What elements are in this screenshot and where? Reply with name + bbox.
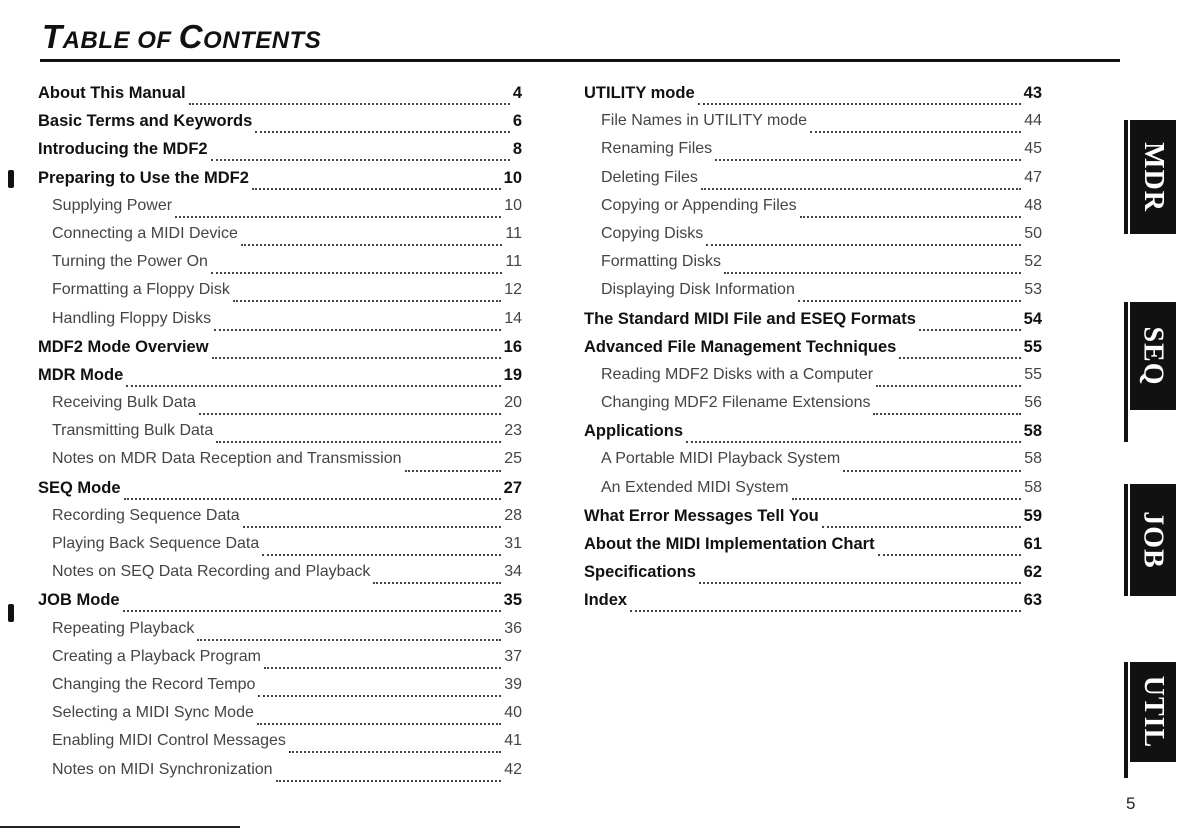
dot-leader xyxy=(698,103,1021,105)
dot-leader xyxy=(243,526,502,528)
toc-entry-label: Turning the Power On xyxy=(52,253,208,271)
toc-entry-page: 12 xyxy=(504,281,522,299)
dot-leader xyxy=(126,385,500,387)
toc-entry[interactable] xyxy=(584,338,1042,366)
dot-leader xyxy=(373,582,501,584)
toc-entry[interactable] xyxy=(38,84,522,112)
toc-entry-page: 14 xyxy=(504,309,522,327)
dot-leader xyxy=(715,159,1021,161)
toc-entry-page: 39 xyxy=(504,675,522,693)
section-tab-job[interactable]: JOB xyxy=(1130,484,1176,596)
toc-entry[interactable] xyxy=(38,169,522,197)
toc-entry-label: Changing the Record Tempo xyxy=(52,675,256,693)
toc-entry-label: The Standard MIDI File and ESEQ Formats xyxy=(584,309,916,328)
toc-entry-label: Specifications xyxy=(584,563,696,582)
toc-entry-label: Repeating Playback xyxy=(52,619,195,637)
toc-entry-label: Formatting a Floppy Disk xyxy=(52,281,230,299)
dot-leader xyxy=(878,554,1021,556)
dot-leader xyxy=(262,554,501,556)
toc-entry[interactable] xyxy=(38,394,522,422)
toc-entry-label: Enabling MIDI Control Messages xyxy=(52,732,286,750)
dot-leader xyxy=(699,582,1021,584)
toc-entry-label: Formatting Disks xyxy=(601,253,722,271)
toc-entry[interactable] xyxy=(584,507,1042,535)
dot-leader xyxy=(199,413,501,415)
toc-entry[interactable] xyxy=(584,253,1042,281)
dot-leader xyxy=(822,526,1021,528)
tab-edge-util xyxy=(1124,662,1128,778)
toc-entry-label: SEQ Mode xyxy=(38,478,121,497)
toc-entry-label: Creating a Playback Program xyxy=(52,647,261,665)
toc-entry-page: 45 xyxy=(1024,140,1042,158)
toc-entry-page: 8 xyxy=(512,140,522,159)
toc-entry-label: Selecting a MIDI Sync Mode xyxy=(52,704,254,722)
toc-entry[interactable] xyxy=(38,761,522,789)
binding-mark xyxy=(8,604,14,622)
toc-entry-label: Renaming Files xyxy=(601,140,713,158)
toc-entry-page: 58 xyxy=(1023,422,1042,441)
dot-leader xyxy=(233,300,501,302)
dot-leader xyxy=(289,751,501,753)
dot-leader xyxy=(899,357,1020,359)
toc-entry[interactable] xyxy=(38,225,522,253)
section-tab-util[interactable]: UTIL xyxy=(1130,662,1176,762)
toc-entry-label: Copying or Appending Files xyxy=(601,196,797,214)
toc-entry-label: Copying Disks xyxy=(601,224,704,242)
toc-entry[interactable] xyxy=(584,281,1042,309)
toc-entry-label: Changing MDF2 Filename Extensions xyxy=(601,394,871,412)
toc-entry-label: Introducing the MDF2 xyxy=(38,140,208,159)
dot-leader xyxy=(792,498,1022,500)
dot-leader xyxy=(216,441,501,443)
tab-edge-mdr xyxy=(1124,120,1128,234)
toc-entry[interactable] xyxy=(38,479,522,507)
toc-entry[interactable] xyxy=(584,112,1042,140)
toc-entry-label: Notes on MDR Data Reception and Transmission xyxy=(52,450,402,468)
dot-leader xyxy=(214,329,501,331)
toc-entry-label: A Portable MIDI Playback System xyxy=(601,450,841,468)
dot-leader xyxy=(630,610,1021,612)
toc-entry-label: Receiving Bulk Data xyxy=(52,394,197,412)
toc-entry-page: 62 xyxy=(1023,563,1042,582)
toc-entry-label: Recording Sequence Data xyxy=(52,506,240,524)
toc-entry[interactable] xyxy=(584,479,1042,507)
toc-entry-page: 16 xyxy=(503,337,522,356)
toc-entry-page: 4 xyxy=(512,84,522,102)
toc-entry[interactable] xyxy=(38,591,522,619)
toc-entry-page: 55 xyxy=(1024,365,1042,383)
toc-entry[interactable] xyxy=(38,253,522,281)
toc-entry[interactable] xyxy=(38,535,522,563)
dot-leader xyxy=(257,723,501,725)
toc-entry[interactable] xyxy=(38,732,522,760)
toc-entry-label: Displaying Disk Information xyxy=(601,281,795,299)
toc-entry-page: 27 xyxy=(503,478,522,497)
toc-entry[interactable] xyxy=(38,648,522,676)
toc-entry-label: MDR Mode xyxy=(38,365,124,384)
toc-entry[interactable] xyxy=(584,535,1042,563)
toc-entry-label: Notes on MIDI Synchronization xyxy=(52,760,273,778)
toc-entry-page: 10 xyxy=(504,196,522,214)
toc-entry-page: 28 xyxy=(504,506,522,524)
toc-entry-label: An Extended MIDI System xyxy=(601,478,789,496)
toc-entry-label: Connecting a MIDI Device xyxy=(52,224,238,242)
toc-entry-page: 61 xyxy=(1023,535,1042,553)
dot-leader xyxy=(175,216,501,218)
section-tab-mdr[interactable]: MDR xyxy=(1130,120,1176,234)
dot-leader xyxy=(798,300,1021,302)
toc-entry[interactable] xyxy=(38,338,522,366)
toc-entry-page: 41 xyxy=(504,732,522,750)
dot-leader xyxy=(701,188,1021,190)
dot-leader xyxy=(241,244,503,246)
toc-entry-page: 47 xyxy=(1024,168,1042,186)
toc-entry-page: 25 xyxy=(504,450,522,468)
dot-leader xyxy=(873,413,1021,415)
toc-entry-page: 23 xyxy=(504,422,522,440)
toc-entry-page: 6 xyxy=(512,112,522,131)
toc-entry-page: 42 xyxy=(504,760,522,778)
toc-left-column xyxy=(38,84,522,789)
toc-entry-page: 54 xyxy=(1023,309,1042,328)
toc-entry-page: 63 xyxy=(1023,591,1042,610)
toc-entry[interactable] xyxy=(38,366,522,394)
toc-entry[interactable] xyxy=(38,422,522,450)
dot-leader xyxy=(276,780,502,782)
toc-entry-page: 58 xyxy=(1024,478,1042,496)
toc-entry-page: 37 xyxy=(504,647,522,665)
toc-entry[interactable] xyxy=(38,676,522,704)
dot-leader xyxy=(810,131,1021,133)
bottom-rule xyxy=(0,826,240,828)
toc-entry-label: Reading MDF2 Disks with a Computer xyxy=(601,365,874,383)
dot-leader xyxy=(212,357,501,359)
toc-entry-label: Deleting Files xyxy=(601,168,698,186)
tab-edge-seq xyxy=(1124,302,1128,442)
toc-entry[interactable] xyxy=(38,450,522,478)
dot-leader xyxy=(189,103,510,105)
dot-leader xyxy=(876,385,1021,387)
toc-entry[interactable] xyxy=(584,450,1042,478)
dot-leader xyxy=(724,272,1021,274)
toc-entry-label: Basic Terms and Keywords xyxy=(38,112,253,131)
dot-leader xyxy=(252,188,501,190)
dot-leader xyxy=(123,610,501,612)
toc-entry-label: Preparing to Use the MDF2 xyxy=(38,168,249,187)
toc-entry[interactable] xyxy=(584,563,1042,591)
toc-entry-page: 34 xyxy=(504,563,522,581)
toc-entry-page: 40 xyxy=(504,704,522,722)
toc-entry[interactable] xyxy=(38,112,522,140)
toc-entry-page: 36 xyxy=(504,619,522,637)
toc-entry[interactable] xyxy=(584,140,1042,168)
toc-entry-page: 44 xyxy=(1024,112,1042,130)
toc-entry-page: 11 xyxy=(505,253,522,271)
dot-leader xyxy=(706,244,1021,246)
dot-leader xyxy=(800,216,1022,218)
toc-entry-page: 31 xyxy=(504,535,522,552)
toc-entry-page: 11 xyxy=(505,224,522,242)
dot-leader xyxy=(211,159,510,161)
toc-entry-page: 59 xyxy=(1023,506,1042,525)
toc-entry-label: Applications xyxy=(584,422,684,441)
toc-entry-label: Handling Floppy Disks xyxy=(52,309,212,327)
toc-entry-label: Supplying Power xyxy=(52,196,173,214)
toc-entry[interactable] xyxy=(584,366,1042,394)
dot-leader xyxy=(124,498,501,500)
toc-entry-label: About This Manual xyxy=(38,84,186,102)
binding-mark xyxy=(8,170,14,188)
dot-leader xyxy=(405,470,502,472)
toc-entry-label: Transmitting Bulk Data xyxy=(52,422,214,440)
dot-leader xyxy=(255,131,510,133)
toc-entry-page: 35 xyxy=(503,591,522,610)
dot-leader xyxy=(264,667,501,669)
title-underline xyxy=(40,59,1120,62)
toc-entry-label: Playing Back Sequence Data xyxy=(52,535,260,552)
dot-leader xyxy=(919,329,1021,331)
toc-entry[interactable] xyxy=(38,281,522,309)
toc-entry[interactable] xyxy=(38,507,522,535)
tab-edge-job xyxy=(1124,484,1128,596)
toc-entry-page: 10 xyxy=(503,168,522,187)
page-title: TABLE OF CONTENTS xyxy=(42,18,322,55)
toc-entry-page: 43 xyxy=(1023,84,1042,102)
toc-entry[interactable] xyxy=(584,169,1042,197)
toc-entry[interactable] xyxy=(38,620,522,648)
toc-entry-page: 58 xyxy=(1024,450,1042,468)
toc-entry-page: 19 xyxy=(503,365,522,384)
toc-entry[interactable] xyxy=(38,310,522,338)
toc-entry-label: About the MIDI Implementation Chart xyxy=(584,535,875,553)
toc-entry[interactable] xyxy=(38,563,522,591)
section-tab-seq[interactable]: SEQ xyxy=(1130,302,1176,410)
toc-entry-page: 55 xyxy=(1023,337,1042,356)
toc-entry[interactable] xyxy=(38,704,522,732)
toc-entry-page: 56 xyxy=(1024,394,1042,412)
toc-entry[interactable] xyxy=(584,591,1042,619)
toc-entry-label: Notes on SEQ Data Recording and Playback xyxy=(52,563,371,581)
toc-entry[interactable] xyxy=(584,394,1042,422)
toc-entry-page: 52 xyxy=(1024,253,1042,271)
toc-entry-label: JOB Mode xyxy=(38,591,120,610)
toc-entry[interactable] xyxy=(584,225,1042,253)
toc-entry[interactable] xyxy=(38,140,522,168)
dot-leader xyxy=(197,639,501,641)
toc-entry[interactable] xyxy=(584,197,1042,225)
toc-entry[interactable] xyxy=(38,197,522,225)
toc-entry-label: UTILITY mode xyxy=(584,84,695,102)
dot-leader xyxy=(843,470,1021,472)
dot-leader xyxy=(211,272,502,274)
toc-entry[interactable] xyxy=(584,422,1042,450)
toc-entry-page: 50 xyxy=(1024,224,1042,242)
toc-entry-page: 20 xyxy=(504,394,522,412)
toc-entry-label: What Error Messages Tell You xyxy=(584,506,819,525)
toc-right-column xyxy=(584,84,1042,620)
toc-entry-page: 53 xyxy=(1024,281,1042,299)
toc-entry[interactable] xyxy=(584,84,1042,112)
toc-entry[interactable] xyxy=(584,310,1042,338)
page-number: 5 xyxy=(1126,794,1136,813)
toc-entry-label: File Names in UTILITY mode xyxy=(601,112,807,130)
dot-leader xyxy=(686,441,1021,443)
toc-entry-label: Advanced File Management Techniques xyxy=(584,337,897,356)
toc-entry-page: 48 xyxy=(1024,196,1042,214)
toc-entry-label: Index xyxy=(584,591,628,610)
dot-leader xyxy=(258,695,501,697)
toc-entry-label: MDF2 Mode Overview xyxy=(38,337,209,356)
